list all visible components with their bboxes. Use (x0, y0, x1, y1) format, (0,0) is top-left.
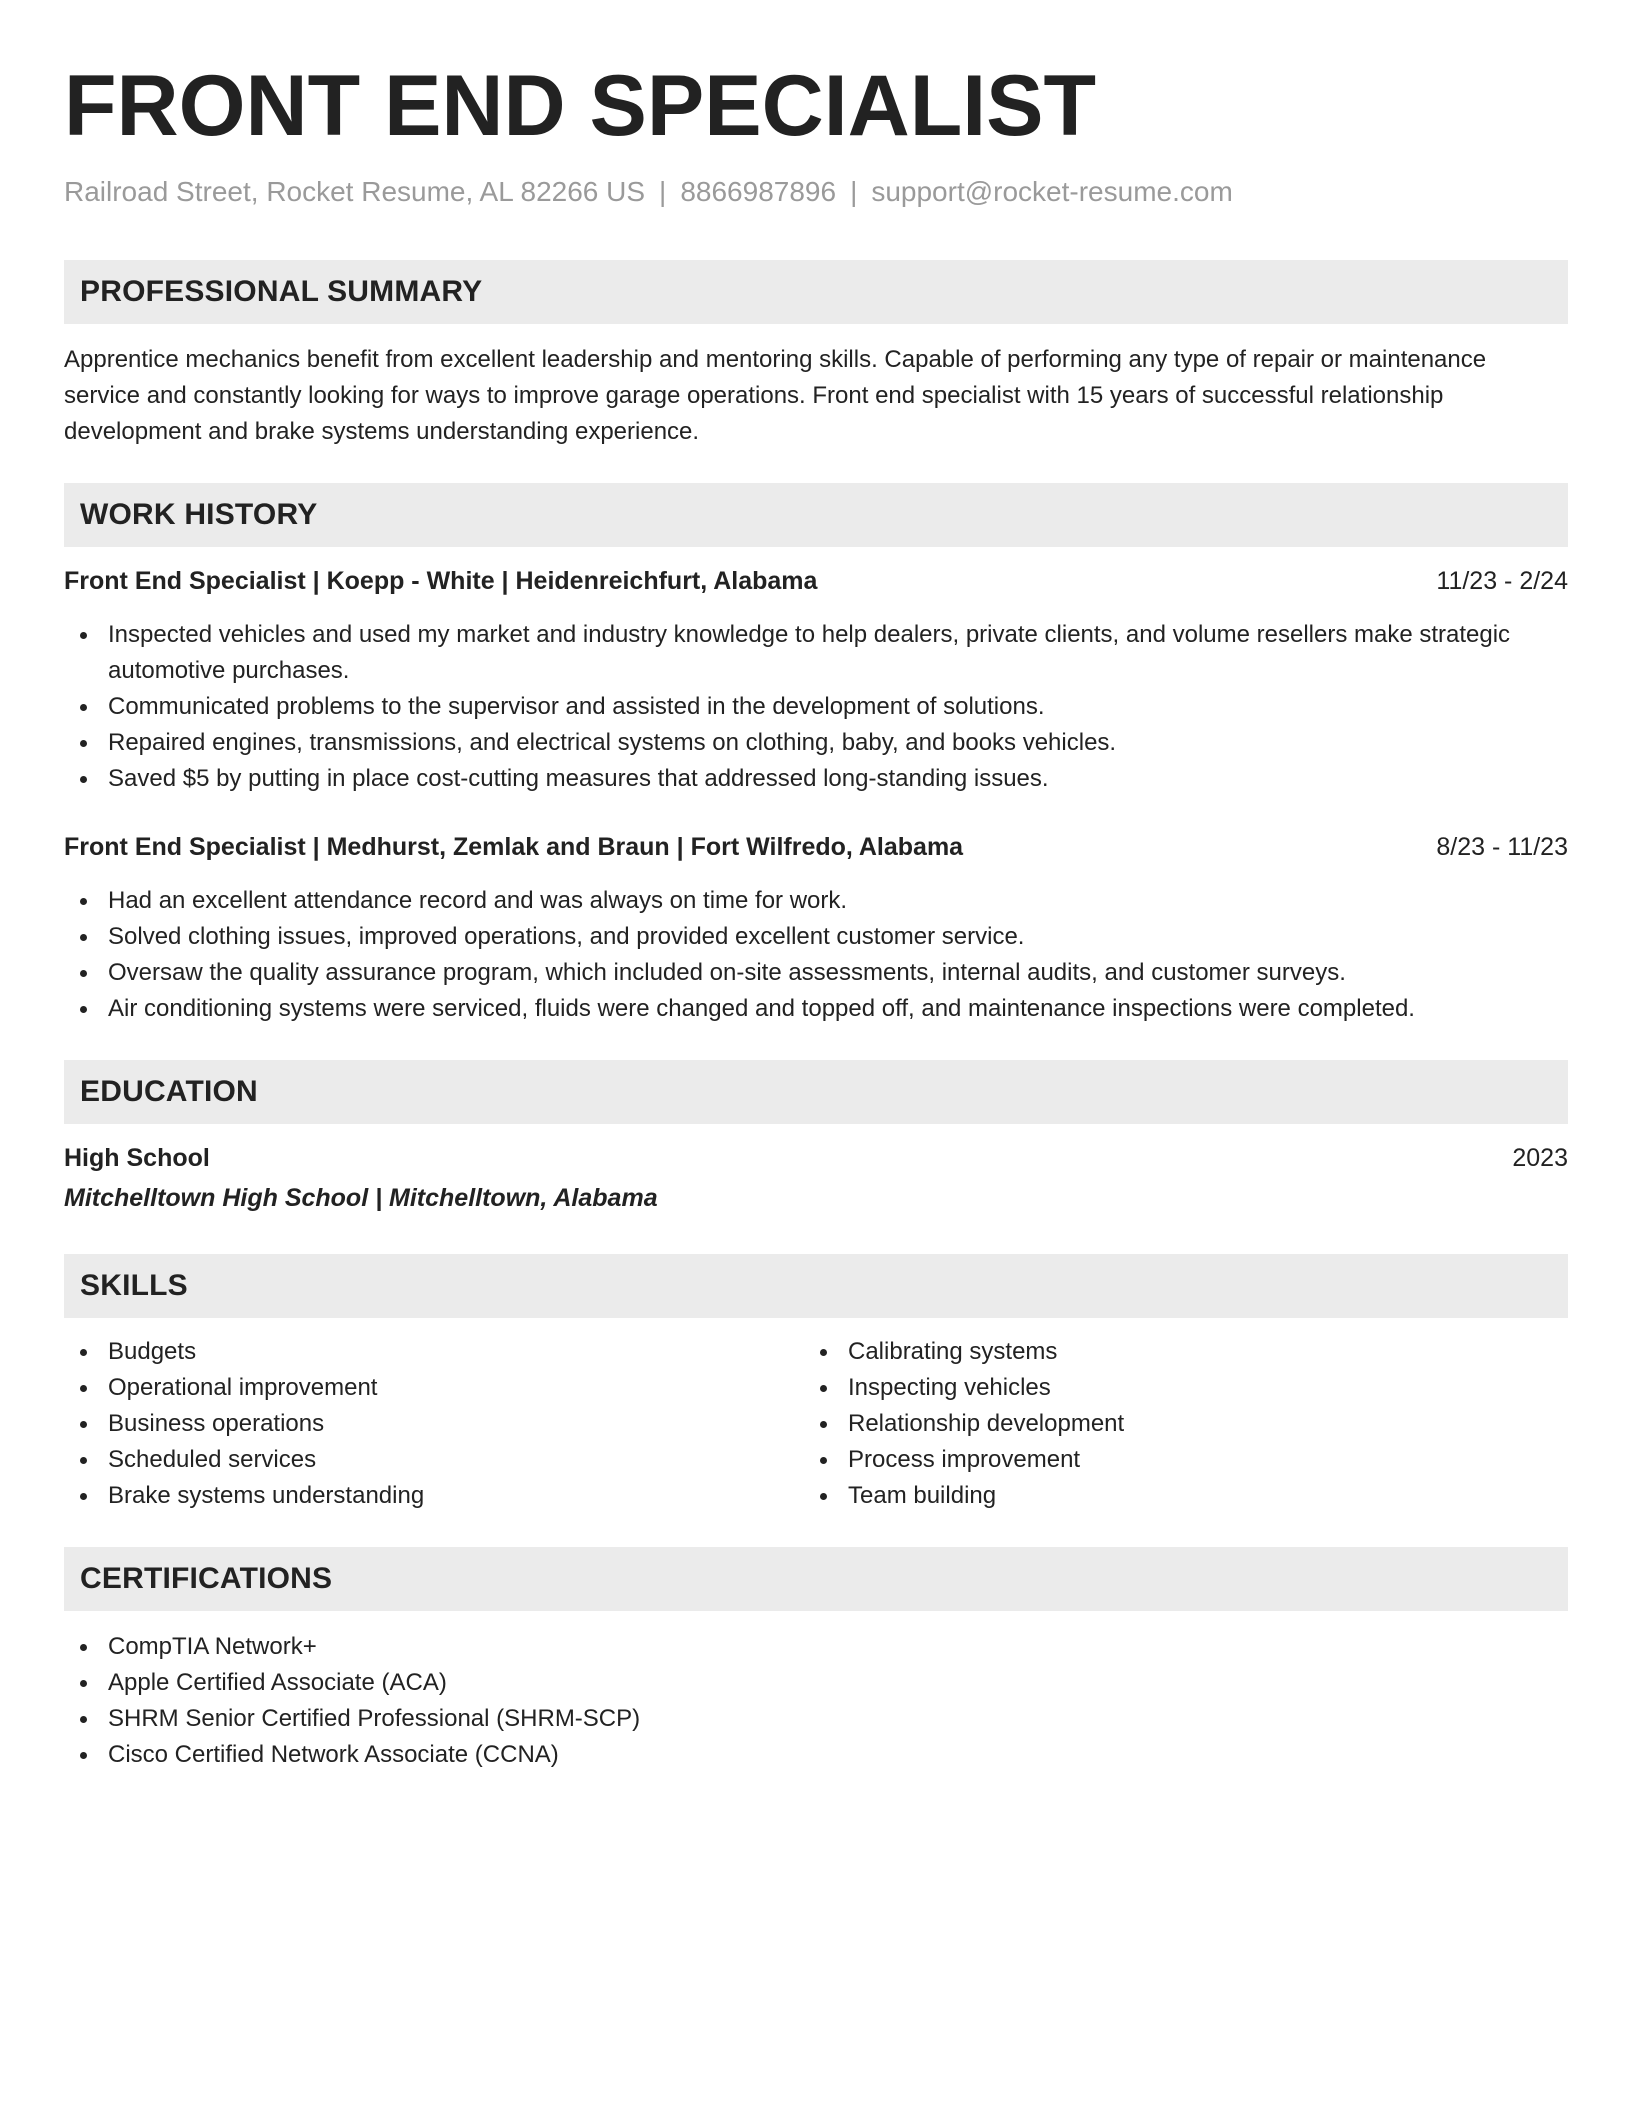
education-header (64, 1140, 1568, 1176)
list-item: Inspected vehicles and used my market and industry knowledge to help dealers, private clients, and volume resellers make strategic automotive purchases. (64, 617, 1568, 689)
job-header (64, 829, 1568, 865)
contact-phone: 8866987896 (680, 176, 837, 207)
job-entry (64, 563, 1568, 797)
list-item: Had an excellent attendance record and was always on time for work. (64, 883, 1568, 919)
education-degree: High School (64, 1144, 210, 1172)
job-header (64, 563, 1568, 599)
resume-name: FRONT END SPECIALIST (64, 58, 1097, 154)
job-dates: 11/23 - 2/24 (1436, 567, 1568, 595)
contact-separator: | (850, 176, 858, 207)
section-header-work-history: WORK HISTORY (64, 483, 1568, 547)
job-title: Front End Specialist | Koepp - White | Heidenreichfurt, Alabama (64, 567, 818, 595)
list-item: Inspecting vehicles (804, 1370, 1556, 1406)
list-item: Scheduled services (64, 1442, 816, 1478)
list-item: Cisco Certified Network Associate (CCNA) (64, 1737, 1568, 1773)
list-item: Solved clothing issues, improved operations, and provided excellent customer service. (64, 919, 1568, 955)
list-item: Brake systems understanding (64, 1478, 816, 1514)
section-header-education: EDUCATION (64, 1060, 1568, 1124)
contact-address: Railroad Street, Rocket Resume, AL 82266 US (64, 176, 646, 207)
education-entry (64, 1140, 1568, 1216)
section-header-skills: SKILLS (64, 1254, 1568, 1318)
list-item: Apple Certified Associate (ACA) (64, 1665, 1568, 1701)
list-item: Calibrating systems (804, 1334, 1556, 1370)
job-title: Front End Specialist | Medhurst, Zemlak and Braun | Fort Wilfredo, Alabama (64, 833, 964, 861)
job-bullets (64, 883, 1568, 1027)
list-item: Communicated problems to the supervisor and assisted in the development of solutions. (64, 689, 1568, 725)
list-item: Repaired engines, transmissions, and electrical systems on clothing, baby, and books vehicles. (64, 725, 1568, 761)
list-item: Oversaw the quality assurance program, which included on-site assessments, internal audits, and customer surveys. (64, 955, 1568, 991)
job-bullets (64, 617, 1568, 797)
list-item: Operational improvement (64, 1370, 816, 1406)
section-header-certifications: CERTIFICATIONS (64, 1547, 1568, 1611)
skills-column-right (804, 1334, 1556, 1514)
list-item: Team building (804, 1478, 1556, 1514)
section-header-summary: PROFESSIONAL SUMMARY (64, 260, 1568, 324)
contact-email: support@rocket-resume.com (871, 176, 1233, 207)
list-item: Relationship development (804, 1406, 1556, 1442)
contact-separator: | (659, 176, 667, 207)
list-item: SHRM Senior Certified Professional (SHRM-SCP) (64, 1701, 1568, 1737)
summary-text: Apprentice mechanics benefit from excellent leadership and mentoring skills. Capable of performing any type of repair or maintenance service and constantly looking for ways to improve garage operations. Front end specialist with 15 years of successful relationship development and brake systems understanding experience. (64, 346, 1487, 445)
list-item: Business operations (64, 1406, 816, 1442)
job-dates: 8/23 - 11/23 (1436, 833, 1568, 861)
list-item: Budgets (64, 1334, 816, 1370)
education-year: 2023 (1512, 1144, 1568, 1172)
list-item: Air conditioning systems were serviced, fluids were changed and topped off, and maintenance inspections were completed. (64, 991, 1568, 1027)
job-entry (64, 829, 1568, 1027)
certifications-list (64, 1629, 1568, 1773)
list-item: Process improvement (804, 1442, 1556, 1478)
contact-line (64, 174, 1568, 210)
list-item: CompTIA Network+ (64, 1629, 1568, 1665)
education-school: Mitchelltown High School | Mitchelltown, Alabama (64, 1184, 658, 1212)
skills-column-left (64, 1334, 816, 1514)
list-item: Saved $5 by putting in place cost-cutting measures that addressed long-standing issues. (64, 761, 1568, 797)
skills-grid (64, 1334, 1568, 1514)
